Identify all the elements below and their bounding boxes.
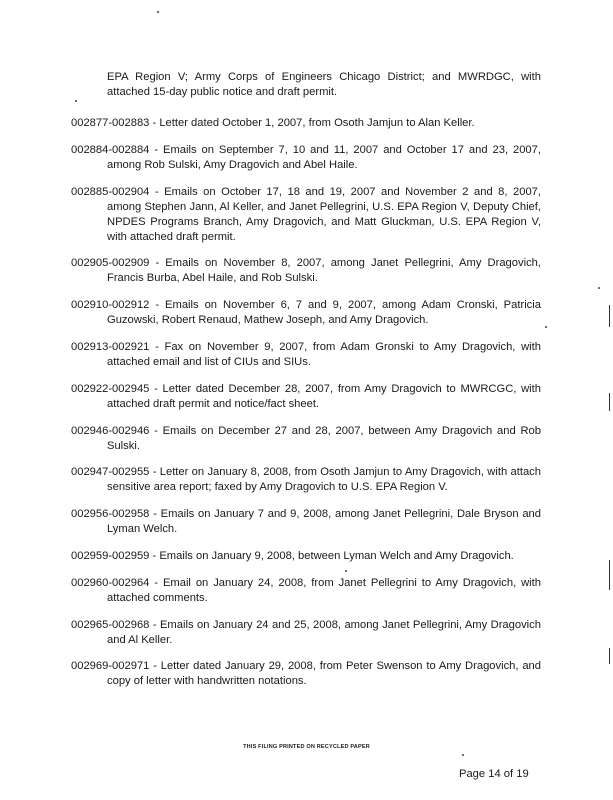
scan-artifact — [75, 100, 77, 102]
index-entry: 002969-002971 - Letter dated January 29, 2008, from Peter Swenson to Amy Dragovich, and copy of letter with handwritten notations. — [71, 660, 541, 688]
scan-artifact — [462, 754, 464, 756]
index-entry: 002956-002958 - Emails on January 7 and 9, 2008, among Janet Pellegrini, Dale Bryson and Lyman Welch. — [71, 508, 541, 536]
scan-artifact — [545, 326, 547, 328]
scan-artifact — [609, 560, 610, 590]
index-entry: 002885-002904 - Emails on October 17, 18 and 19, 2007 and November 2 and 8, 2007, among Stephen Jann, Al Keller, and Janet Pellegrini, U.S. EPA Region V, Deputy Chief, NPDES Programs Branch, Amy Dragovich, and Matt Gluckman, U.S. EPA Region V, with attached draft permit. — [71, 185, 541, 243]
index-entry: 002877-002883 - Letter dated October 1, 2007, from Osoth Jamjun to Alan Keller. — [71, 117, 475, 129]
index-entry: 002913-002921 - Fax on November 9, 2007, from Adam Gronski to Amy Dragovich, with attached email and list of CIUs and SIUs. — [71, 340, 541, 368]
index-entry: 002946-002946 - Emails on December 27 and 28, 2007, between Amy Dragovich and Rob Sulski. — [71, 424, 541, 452]
page-number: Page 14 of 19 — [459, 768, 529, 780]
continuation-paragraph: EPA Region V; Army Corps of Engineers Chicago District; and MWRDGC, with attached 15-day public notice and draft permit. — [107, 71, 541, 98]
scan-artifact — [609, 648, 610, 664]
index-entry: 002905-002909 - Emails on November 8, 2007, among Janet Pellegrini, Amy Dragovich, Francis Burba, Abel Haile, and Rob Sulski. — [71, 257, 541, 285]
scan-artifact — [609, 393, 610, 411]
scan-artifact — [598, 287, 600, 289]
scan-artifact — [157, 11, 159, 13]
scan-artifact — [345, 570, 347, 572]
recycled-paper-note: THIS FILING PRINTED ON RECYCLED PAPER — [243, 744, 370, 750]
index-entry: 002959-002959 - Emails on January 9, 2008, between Lyman Welch and Amy Dragovich. — [71, 549, 514, 562]
document-body — [71, 70, 541, 701]
index-entry: 002947-002955 - Letter on January 8, 2008, from Osoth Jamjun to Amy Dragovich, with attach sensitive area report; faxed by Amy Dragovich to U.S. EPA Region V. — [71, 466, 541, 494]
index-entry: 002965-002968 - Emails on January 24 and 25, 2008, among Janet Pellegrini, Amy Dragovich and Al Keller. — [71, 618, 541, 646]
index-entry: 002910-002912 - Emails on November 6, 7 and 9, 2007, among Adam Cronski, Patricia Guzowski, Robert Renaud, Mathew Joseph, and Amy Dragovich. — [71, 299, 541, 327]
index-entry: 002922-002945 - Letter dated December 28, 2007, from Amy Dragovich to MWRCGC, with attached draft permit and notice/fact sheet. — [71, 382, 541, 410]
scan-artifact — [609, 305, 610, 327]
index-entry: 002884-002884 - Emails on September 7, 10 and 11, 2007 and October 17 and 23, 2007, among Rob Sulski, Amy Dragovich and Abel Haile. — [71, 143, 541, 171]
index-entry: 002960-002964 - Email on January 24, 2008, from Janet Pellegrini to Amy Dragovich, with attached comments. — [71, 576, 541, 604]
